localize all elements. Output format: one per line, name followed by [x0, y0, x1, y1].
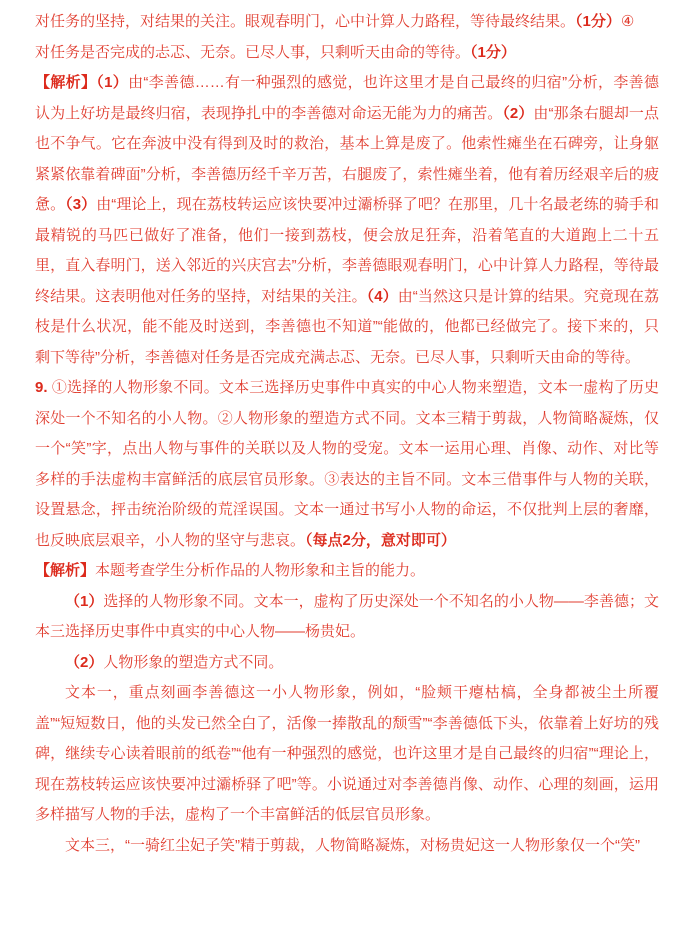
- score-note: （1分）: [470, 43, 516, 61]
- point-marker: （1）: [65, 592, 104, 610]
- point-marker: ④: [620, 13, 635, 30]
- answer-point4-paragraph: [35, 38, 659, 69]
- text-run: 人物形象的塑造方式不同。: [103, 653, 284, 671]
- text-run: 由“理论上，现在荔枝转运应该快要冲过灞桥驿了吧？在那里，几十名最老练的骑手和最精锐的马匹已做好了准备，他们一接到荔枝，便会放足狂奔，沿着笔直的大道跑上二十五里，直入春明门，送入邻近的兴庆宫去”分析，李善德眼观春明门，心中计算人力路程，等待最终结果。这表明他对任务的坚持，对结果的关注。: [35, 196, 660, 305]
- text-run: 由“李善德……有一种强烈的感觉，也许这里才是自己最终的归宿”分析，李善德认为上好坊是最终归宿，表现挣扎中的李善德对命运无能为力的痛苦。: [35, 74, 660, 122]
- point-marker: （1）: [96, 74, 129, 91]
- answer-continuation-paragraph: [35, 7, 659, 38]
- score-note: （1分）: [575, 13, 621, 30]
- analysis-q9-point1-paragraph: [35, 587, 659, 648]
- answer-q9-paragraph: [35, 373, 659, 556]
- text-run: 文本三，“一骑红尘妃子笑”精于剪裁，人物简略凝炼，对杨贵妃这一人物形象仅一个“笑”: [65, 836, 640, 854]
- point-marker: （3）: [65, 196, 97, 213]
- text-run: 对任务的坚持，对结果的关注。眼观春明门，心中计算人力路程，等待最终结果。: [35, 13, 576, 30]
- text-run: 本题考查学生分析作品的人物形象和主旨的能力。: [95, 562, 426, 579]
- text-run: 文本一，重点刻画李善德这一小人物形象，例如，“脸颊干瘪枯槁，全身都被尘土所覆盖”“短短数日，他的头发已然全白了，活像一捧散乱的颓雪”“李善德低下头，依靠着上好坊的残碑，继续专心读着眼前的纸卷”“他有一种强烈的感觉，也许这里才是自己最终的归宿”“理论上，现在荔枝转运应该快要冲过灞桥驿了吧”等。小说通过对李善德肖像、动作、心理的刻画，运用多样描写人物的手法，虚构了一个丰富鲜活的低层官员形象。: [35, 684, 659, 823]
- text-run: ①选择的人物形象不同。文本三选择历史事件中真实的中心人物来塑造，文本一虚构了历史深处一个不知名的小人物。②人物形象的塑造方式不同。文本三精于剪裁，人物简略凝炼，仅一个“笑”字，点出人物与事件的关联以及人物的受宠。文本一运用心理、肖像、动作、对比等多样的手法虚构丰富鲜活的底层官员形象。③表达的主旨不同。文本三借事件与人物的关联，设置悬念，抨击统治阶级的荒淫误国。文本一通过书写小人物的命运，不仅批判上层的奢靡，也反映底层艰辛，小人物的坚守与悲哀。: [35, 379, 659, 549]
- analysis-q8-paragraph: [35, 68, 659, 373]
- analysis-q9-point2-paragraph: [35, 648, 659, 679]
- analysis-q9-text3-paragraph: [35, 831, 659, 862]
- analysis-label: 【解析】: [35, 74, 97, 91]
- analysis-q9-heading-paragraph: [35, 556, 659, 587]
- point-marker: （2）: [502, 104, 534, 122]
- question-number: 9.: [35, 379, 52, 396]
- analysis-label: 【解析】: [35, 562, 96, 579]
- analysis-q9-text1-paragraph: [35, 678, 659, 831]
- point-marker: （4）: [366, 287, 398, 305]
- text-run: 对任务是否完成的忐忑、无奈。已尽人事，只剩听天由命的等待。: [35, 43, 471, 61]
- score-note: （每点2分，意对即可）: [305, 531, 456, 549]
- text-run: 由“那条右腿却一点也不争气。它在奔波中没有得到及时的救治，基本上算是废了。他索性瘫坐在石碑旁，让身躯紧紧依靠着碑面”分析，李善德历经千辛万苦，右腿废了，索性瘫坐着，他有着历经艰辛后的疲惫。: [35, 104, 660, 213]
- text-run: 由“当然这只是计算的结果。究竟现在荔枝是什么状况，能不能及时送到，李善德也不知道”“能做的，他都已经做完了。接下来的，只剩下等待”分析，李善德对任务是否完成充满忐忑、无奈。已尽人事，只剩听天由命的等待。: [35, 287, 660, 366]
- text-run: 选择的人物形象不同。文本一，虚构了历史深处一个不知名的小人物——李善德；文本三选择历史事件中真实的中心人物——杨贵妃。: [35, 592, 660, 640]
- point-marker: （2）: [65, 653, 104, 671]
